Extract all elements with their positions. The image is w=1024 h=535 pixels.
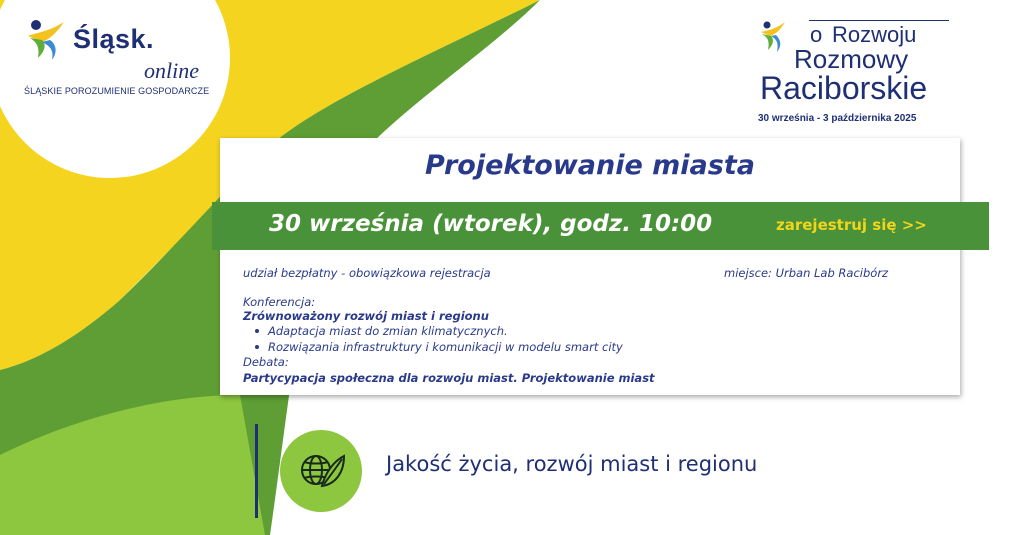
bullet-dot bbox=[255, 345, 259, 349]
conference-label: Konferencja: bbox=[243, 295, 316, 309]
conference-topic-text: Adaptacja miast do zmian klimatycznych. bbox=[268, 324, 508, 338]
fee-note: udział bezpłatny - obowiązkowa rejestracja bbox=[243, 266, 491, 280]
logo-word-rozmowy: Rozmowy bbox=[794, 44, 909, 74]
conference-topic-item bbox=[268, 340, 623, 354]
logo-word-raciborskie: Raciborskie bbox=[760, 70, 928, 106]
event-location: miejsce: Urban Lab Racibórz bbox=[724, 266, 889, 280]
brand-name: Śląsk. bbox=[73, 24, 155, 54]
logo-rule bbox=[809, 20, 949, 21]
category-label: Jakość życia, rozwój miast i regionu bbox=[386, 452, 758, 476]
brand-tagline: ŚLĄSKIE POROZUMIENIE GOSPODARCZE bbox=[24, 86, 210, 96]
bullet-dot bbox=[255, 329, 259, 333]
slask-figure-icon bbox=[26, 18, 66, 62]
rozmowy-raciborskie-logo[interactable] bbox=[756, 14, 961, 126]
conference-title: Zrównoważony rozwój miast i regionu bbox=[243, 309, 489, 323]
logo-word-o: o bbox=[810, 22, 823, 47]
category-badge bbox=[280, 430, 362, 512]
conference-topic-item bbox=[268, 324, 508, 338]
globe-leaf-icon bbox=[296, 446, 346, 496]
event-series-dates: 30 września - 3 października 2025 bbox=[758, 113, 917, 124]
category-divider bbox=[255, 424, 258, 518]
slask-online-logo[interactable] bbox=[18, 16, 218, 106]
rozmowy-figure-icon bbox=[760, 20, 786, 54]
event-title: Projektowanie miasta bbox=[425, 150, 755, 181]
brand-subtitle: online bbox=[144, 58, 199, 83]
logo-word-rozwoju: Rozwoju bbox=[832, 22, 917, 47]
event-datetime: 30 września (wtorek), godz. 10:00 bbox=[269, 211, 713, 237]
debate-title: Partycypacja społeczna dla rozwoju miast. Projektowanie miast bbox=[243, 371, 655, 385]
register-link[interactable]: zarejestruj się >> bbox=[776, 216, 927, 234]
conference-topic-text: Rozwiązania infrastruktury i komunikacji w modelu smart city bbox=[268, 340, 623, 354]
event-date-band bbox=[212, 202, 989, 250]
debate-label: Debata: bbox=[243, 355, 289, 369]
